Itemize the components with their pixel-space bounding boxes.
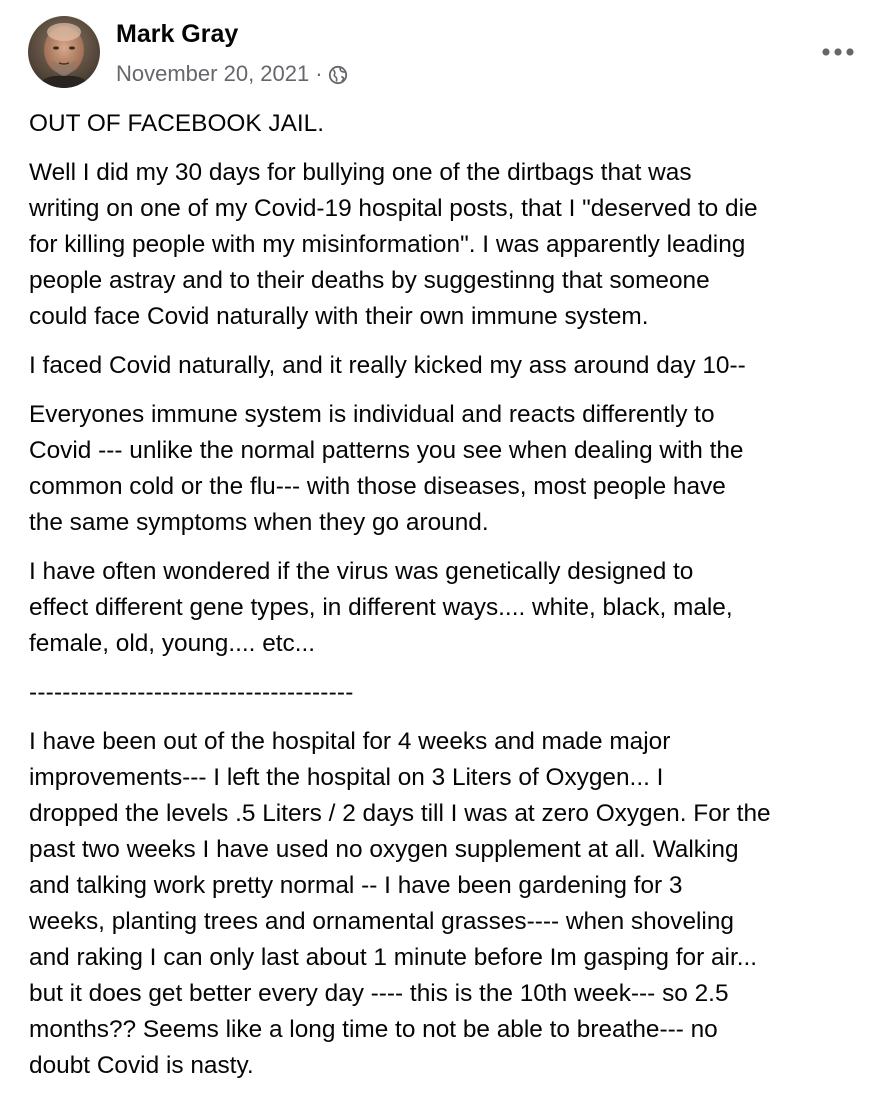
text-line: Covid --- unlike the normal patterns you see when dealing with the (29, 437, 744, 464)
text-line: dropped the levels .5 Liters / 2 days till I was at zero Oxygen. For the (29, 800, 771, 827)
globe-icon[interactable] (328, 65, 348, 85)
text-line: and raking I can only last about 1 minute before Im gasping for air... (29, 944, 758, 971)
text-line: months?? Seems like a long time to not be able to breathe--- no (29, 1016, 718, 1043)
text-line: for killing people with my misinformation". I was apparently leading (29, 231, 746, 258)
text-line: effect different gene types, in different ways.... white, black, male, (29, 594, 733, 621)
text-line: Everyones immune system is individual and reacts differently to (29, 401, 715, 428)
post-content (29, 106, 879, 1097)
paragraph-6 (29, 724, 879, 1084)
paragraph-2 (29, 155, 879, 335)
text-line: I have often wondered if the virus was genetically designed to (29, 558, 694, 585)
text-line: the same symptoms when they go around. (29, 509, 489, 536)
avatar-photo (28, 16, 100, 88)
text-line: I faced Covid naturally, and it really kicked my ass around day 10-- (29, 352, 746, 379)
text-line: common cold or the flu--- with those diseases, most people have (29, 473, 726, 500)
text-line: but it does get better every day ---- this is the 10th week--- so 2.5 (29, 980, 729, 1007)
paragraph-5 (29, 554, 879, 662)
text-line: improvements--- I left the hospital on 3 Liters of Oxygen... I (29, 764, 664, 791)
post-meta (116, 60, 348, 88)
text-line: Well I did my 30 days for bullying one of the dirtbags that was (29, 159, 692, 186)
text-line: OUT OF FACEBOOK JAIL. (29, 110, 325, 137)
text-line: writing on one of my Covid-19 hospital posts, that I "deserved to die (29, 195, 758, 222)
meta-separator: · (315, 61, 323, 86)
text-line: past two weeks I have used no oxygen supplement at all. Walking (29, 836, 739, 863)
more-options-button[interactable] (816, 36, 860, 68)
paragraph-4 (29, 397, 879, 541)
author-name[interactable]: Mark Gray (116, 20, 239, 48)
text-line: and talking work pretty normal -- I have been gardening for 3 (29, 872, 683, 899)
text-line: weeks, planting trees and ornamental grasses---- when shoveling (29, 908, 734, 935)
paragraph-3 (29, 348, 879, 384)
text-line: could face Covid naturally with their own immune system. (29, 303, 649, 330)
text-line: doubt Covid is nasty. (29, 1052, 254, 1079)
text-line: people astray and to their deaths by suggestinng that someone (29, 267, 710, 294)
text-divider: --------------------------------------- (29, 679, 354, 706)
text-line: I have been out of the hospital for 4 weeks and made major (29, 728, 671, 755)
paragraph-1 (29, 106, 879, 142)
text-line: female, old, young.... etc... (29, 630, 316, 657)
avatar[interactable] (28, 16, 100, 88)
post-date[interactable]: November 20, 2021 (116, 61, 310, 86)
more-horizontal-icon (821, 47, 855, 57)
